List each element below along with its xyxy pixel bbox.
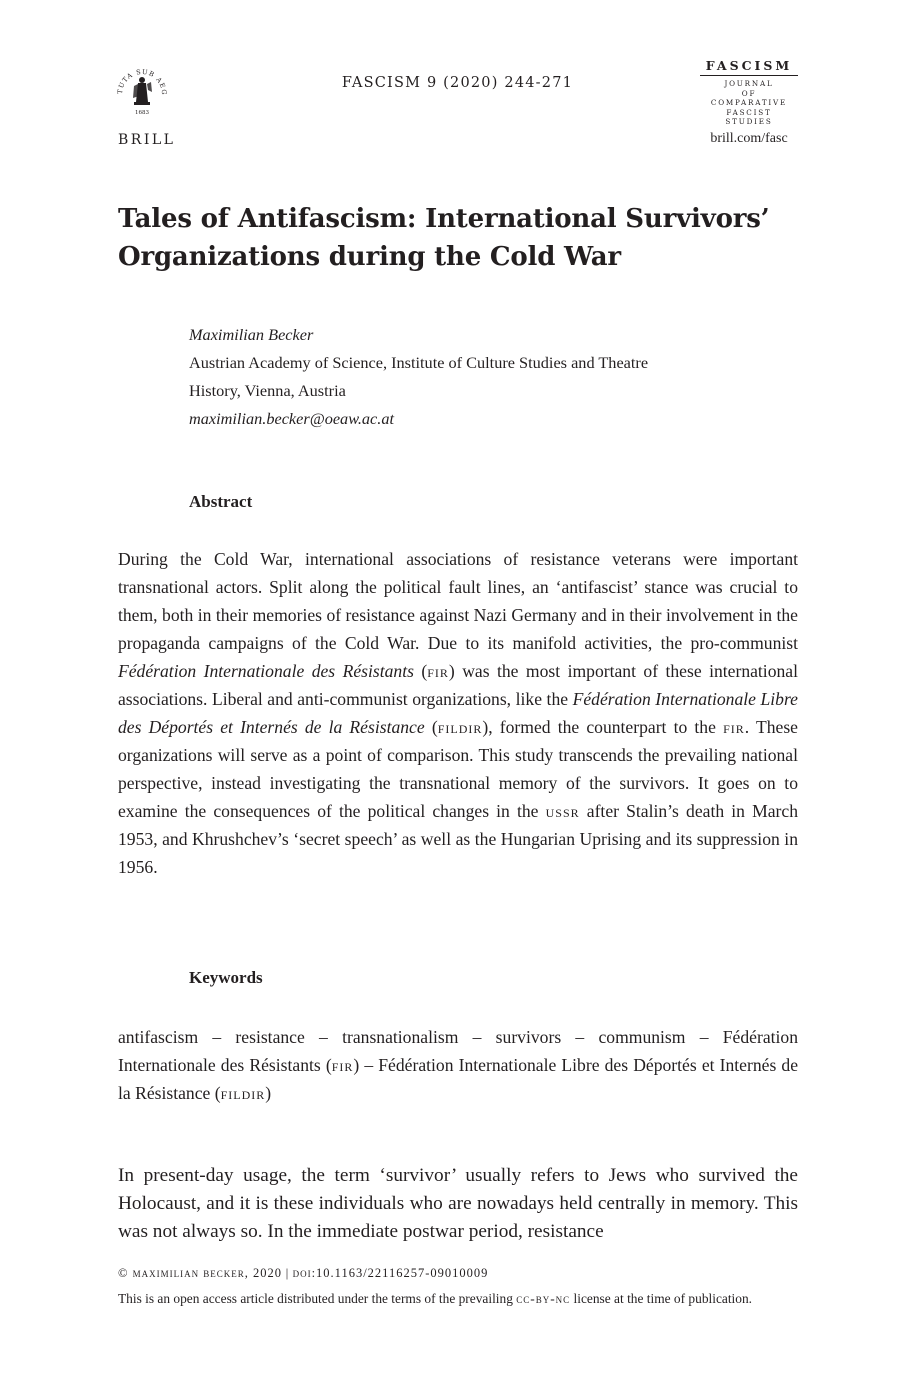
abstract-text: During the Cold War, international associations of resistance veterans were important transnational actors. Split along the political fault lines, an ‘antifascist’ stance was crucial to them, both in their memories of resistance against Nazi Germany and in their involvement in the propaganda campaigns of the Cold War. Due to its manifold activities, the pro-communist Fédération Internationale des Résistants (fir) was the most important of these international associations. Liberal and anti-communist organizations, like the Fédération Internationale Libre des Déportés et Internés de la Résistance (fildir), formed the counterpart to the fir. These organizations will serve as a point of comparison. This study transcends the prevailing national perspective, instead investigating the transnational memory of the survivors. It goes on to examine the consequences of the political changes in the ussr after Stalin’s death in March 1953, and Khrushchev’s ‘secret speech’ as well as the Hungarian Uprising and its suppression in 1956. — [118, 549, 798, 877]
copyright: © maximilian becker, 2020 — [118, 1266, 282, 1280]
journal-subtitle: JOURNAL OF COMPARATIVE FASCIST STUDIES — [710, 79, 788, 127]
journal-logo — [700, 58, 798, 127]
journal-url[interactable]: brill.com/fasc — [710, 131, 788, 146]
license-text: This is an open access article distributed under the terms of the prevailing cc-by-nc license at the time of publication. — [118, 1291, 753, 1306]
author-email[interactable]: maximilian.becker@oeaw.ac.at — [189, 409, 395, 428]
keywords-text: antifascism – resistance – transnationalism – survivors – communism – Fédération Internationale des Résistants (fir) – Fédération Internationale Libre des Déportés et Internés de la Résistance (fildir) — [118, 1027, 799, 1103]
affiliation-line: Austrian Academy of Science, Institute of Culture Studies and Theatre — [189, 353, 649, 372]
running-head: FASCISM 9 (2020) 244-271 — [341, 75, 574, 91]
brill-logo — [114, 60, 170, 122]
author-block — [189, 321, 789, 433]
logo-motto: TUTA SUB AEG — [115, 67, 169, 96]
affiliation-line: History, Vienna, Austria — [189, 381, 346, 400]
keywords-heading: Keywords — [189, 968, 263, 987]
body-paragraph: In present-day usage, the term ‘survivor’ usually refers to Jews who survived the Holocaust, and it is these individuals who are nowadays held centrally in memory. This was not always so. In the immediate postwar period, resistance — [118, 1165, 798, 1242]
article-title: Tales of Antifascism: International Survivors’ Organizations during the Cold War — [118, 204, 770, 272]
publisher-name: BRILL — [118, 132, 176, 148]
author-name: Maximilian Becker — [189, 325, 314, 344]
doi[interactable]: doi:10.1163/22116257-09010009 — [292, 1266, 489, 1280]
abstract-heading: Abstract — [189, 492, 253, 511]
copyright-line: © maximilian becker, 2020 | doi:10.1163/22116257-09010009 — [118, 1266, 489, 1280]
journal-name: FASCISM — [700, 58, 798, 76]
logo-year: 1683 — [135, 110, 149, 116]
